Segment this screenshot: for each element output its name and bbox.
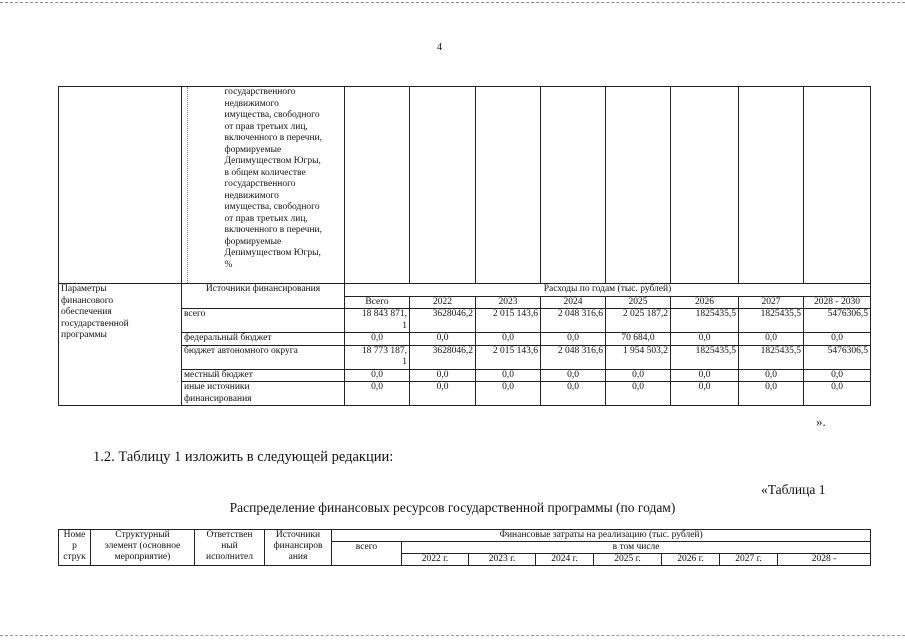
value-cell: 1 954 503,2 xyxy=(606,345,671,369)
value-cell: 0,0 xyxy=(671,333,739,346)
year-header: 2024 г. xyxy=(536,554,594,566)
expenses-header: Расходы по годам (тыс. рублей) xyxy=(345,284,871,297)
header-row-1 xyxy=(59,284,871,297)
year-header: 2024 xyxy=(541,296,606,309)
header-row-1 xyxy=(59,530,871,542)
value-cell: 0,0 xyxy=(541,333,606,346)
value-cell: 0,0 xyxy=(739,333,804,346)
value-cell: 70 684,0 xyxy=(606,333,671,346)
value-cell: 1825435,5 xyxy=(671,309,739,333)
source-label: местный бюджет xyxy=(182,369,345,382)
value-cell: 0,0 xyxy=(541,369,606,382)
source-label: федеральный бюджет xyxy=(182,333,345,346)
value-cell: 0,0 xyxy=(345,369,410,382)
value-cell: 3628046,2 xyxy=(410,345,476,369)
col-responsible: Ответствен ный исполнител xyxy=(195,530,265,566)
value-cell: 0,0 xyxy=(410,333,476,346)
closing-quote: ». xyxy=(816,414,826,429)
sources-header: Источники финансирования xyxy=(182,284,345,309)
value-cell: 0,0 xyxy=(739,382,804,406)
value-cell: 2 048 316,6 xyxy=(541,309,606,333)
value-cell: 0,0 xyxy=(541,382,606,406)
indicator-text: государственного недвижимого имущества, свободного от прав третьих лиц, включенного в перечни, формируемые Депимуществом Югры, в общем количестве государственного недвижимого имущества, свободного от прав третьих лиц, включенного в перечни, формируемые Депимуществом Югры, % xyxy=(223,87,345,284)
value-cell: 1825435,5 xyxy=(671,345,739,369)
value-cell: 0,0 xyxy=(606,369,671,382)
value-cell: 0,0 xyxy=(410,369,476,382)
fin-header: Финансовые затраты на реализацию (тыс. рублей) xyxy=(332,530,871,542)
cont-cell xyxy=(476,87,541,284)
cont-cell xyxy=(188,87,223,284)
year-header: 2025 xyxy=(606,296,671,309)
value-cell: 18 843 871, 1 xyxy=(345,309,410,333)
year-header: 2026 xyxy=(671,296,739,309)
cont-cell xyxy=(606,87,671,284)
cont-cell xyxy=(345,87,410,284)
year-header: 2027 г. xyxy=(720,554,778,566)
cont-cell xyxy=(541,87,606,284)
year-header: Всего xyxy=(345,296,410,309)
distribution-table-header xyxy=(58,529,871,566)
value-cell: 2 015 143,6 xyxy=(476,309,541,333)
cont-cell xyxy=(671,87,739,284)
value-cell: 5476306,5 xyxy=(804,309,871,333)
value-cell: 2 048 316,6 xyxy=(541,345,606,369)
year-header: 2022 xyxy=(410,296,476,309)
year-header: 2028 - 2030 xyxy=(804,296,871,309)
table-reference: «Таблица 1 xyxy=(761,482,826,497)
value-cell: 5476306,5 xyxy=(804,345,871,369)
financing-parameters-table xyxy=(58,86,871,406)
cont-cell xyxy=(59,87,182,284)
value-cell: 0,0 xyxy=(476,382,541,406)
value-cell: 2 025 187,2 xyxy=(606,309,671,333)
incl-header: в том числе xyxy=(402,542,871,554)
value-cell: 18 773 187, 1 xyxy=(345,345,410,369)
scan-edge-top xyxy=(0,2,905,3)
col-sources: Источники финансиров ания xyxy=(265,530,332,566)
year-header: 2028 - xyxy=(778,554,871,566)
year-header: 2027 xyxy=(739,296,804,309)
source-label: всего xyxy=(182,309,345,333)
value-cell: 0,0 xyxy=(345,382,410,406)
value-cell: 0,0 xyxy=(804,333,871,346)
year-header: 2022 г. xyxy=(402,554,469,566)
value-cell: 0,0 xyxy=(739,369,804,382)
value-cell: 0,0 xyxy=(804,382,871,406)
value-cell: 3628046,2 xyxy=(410,309,476,333)
col-element: Структурный элемент (основное мероприятие) xyxy=(91,530,195,566)
value-cell: 0,0 xyxy=(671,369,739,382)
params-label: Параметры финансового обеспечения государственной программы xyxy=(59,284,182,406)
value-cell: 1825435,5 xyxy=(739,345,804,369)
cont-cell xyxy=(739,87,804,284)
value-cell: 2 015 143,6 xyxy=(476,345,541,369)
value-cell: 0,0 xyxy=(671,382,739,406)
value-cell: 0,0 xyxy=(606,382,671,406)
value-cell: 0,0 xyxy=(804,369,871,382)
scan-edge-bottom xyxy=(0,635,905,636)
cont-cell xyxy=(410,87,476,284)
page-number: 4 xyxy=(437,42,442,53)
year-header: 2023 xyxy=(476,296,541,309)
year-header: 2026 г. xyxy=(662,554,720,566)
continuation-row xyxy=(59,87,871,284)
table-title: Распределение финансовых ресурсов государственной программы (по годам) xyxy=(229,500,676,515)
col-number: Номе р струк xyxy=(59,530,91,566)
year-header: 2025 г. xyxy=(594,554,662,566)
value-cell: 0,0 xyxy=(345,333,410,346)
value-cell: 0,0 xyxy=(476,369,541,382)
year-header: 2023 г. xyxy=(469,554,536,566)
col-total: всего xyxy=(332,542,402,566)
instruction-text: 1.2. Таблицу 1 изложить в следующей редакции: xyxy=(93,449,394,465)
cont-cell xyxy=(804,87,871,284)
value-cell: 0,0 xyxy=(476,333,541,346)
source-label: бюджет автономного округа xyxy=(182,345,345,369)
value-cell: 1825435,5 xyxy=(739,309,804,333)
source-label: иные источники финансирования xyxy=(182,382,345,406)
value-cell: 0,0 xyxy=(410,382,476,406)
